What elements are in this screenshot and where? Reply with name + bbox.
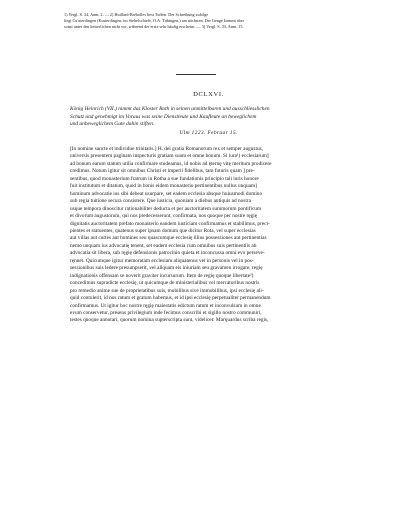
charter-line: sessionibus suis ledere presumpserit, vel aliquam eis iniuriam seu gravamen irrogare, regię: [70, 265, 263, 272]
document-summary: [70, 106, 370, 129]
charter-line: usque tempora dinoscitur rationabiliter deducta et per auctoritatem summorum pontificum: [70, 205, 262, 212]
charter-line: et divorum augustorum, qui nos predecesserunt, confirmata, nos quoque per nostre ręgię: [70, 213, 258, 220]
charter-line: nemo unquam ius advocatię tenent, set eadem ecclesia cum omnibus suis pertinentiis ab: [70, 242, 257, 249]
charter-line: indignationis offensam se noverit graviter incursurum. Item de regię quoque libertate²): [70, 272, 254, 279]
charter-line: sentibus, quod monasterium fratrum in Rotha a sue fundationis principio tali iuris honore: [70, 175, 259, 182]
charter-line: sub regia tuitione secura consistere. Que iusticia, quoniam a diebus antiquis ad nostra: [70, 198, 251, 205]
charter-line: fuit institutum et ditatum, quod in bonis eidem monasterio pertinentibus nullus unquam]: [70, 183, 257, 190]
charter-line: advocatia sit libera, sub ręgię defensionis patrocinio quieta et inconcussa omni evo perseve-: [70, 250, 265, 257]
charter-line: evum conservetur, presens privilegium inde fecimus conscribi et sigillo nostro communiri,: [70, 309, 262, 316]
summary-line: König Heinrich (VII.) nimmt das Kloster Roth in seinen unmittelbaren und ausschliesslichen: [70, 106, 270, 112]
footnote-line: 1) Vergl. S. 34, Anm. 2. — 2) Huillard-Bréholles liest Tuffen. Der Schreibung zufolge: [64, 12, 209, 17]
charter-line: universis presentem paginam inspecturis gratiam suam et omne bonum. Si iura¹) ecclesiarum]: [70, 153, 269, 160]
charter-line: quid contulerit, id nos ratum et gratum habemus, et id ipsi ecclesię perpetualiter permanendum: [70, 295, 271, 302]
dateline: Ulm 1223. Februar 15.: [179, 130, 238, 136]
summary-line: Schutz und genehmigt im Voraus was seine Dienstleute und Kaufleute an beweglichem: [70, 113, 257, 120]
charter-line: dignitatis auctoritatem prefato monasterio eandem iusticiam confirmamus et stabilimus, preci-: [70, 220, 270, 227]
charter-line: pientes et statuentes, quatenus super ipsam domum que dicitur Rota, vel super ecclesias: [70, 227, 256, 234]
footnote-line: liegt Cu'uterdingen (Kusterdingen, im Stebelschiefe, O.A. Tübingen,) am nächsten. Der Genge kommt aber: [64, 18, 245, 24]
charter-line: testes quoque annotari, quorum nomina supterscripta sunt, videlicet: Marquardus scriba regis,: [70, 317, 269, 324]
charter-line: credimus. Notum igitur sit omnibus Christi et imperii fidelibus, tam futuris quam ] pre-: [70, 168, 255, 175]
charter-line: confirmamus. Ut igitur hoc nostre ręgię maiestatis edictum ratum et inconvulsum in omne: [70, 302, 261, 309]
charter-line: aut villas aut curtes aut homines seu quascumque ecclesię illius possessiones aut pertinentias: [70, 235, 267, 242]
footnote-line: sonst unter den keiserlichen nicht vor, während der erste sehr häufig erscheint. — 3) Vergl. S. 33, Anm. 15.: [64, 24, 244, 30]
charter-line: hominum advocatie ius sibi debeat usurpare, set eadem ecclesia absque huiusmodi domino: [70, 190, 263, 197]
charter-line: [In nomine sancte et individue trinitatis.] H. dei gratia Romanorum rex et semper augustus,: [70, 146, 263, 152]
charter-line: ręnnet. Quicumque igitur memoratam ecclesiam aliquatenus vel in personis vel in pos-: [70, 257, 254, 264]
charter-line: concedimus supradicte ecclesię, ut quicumque de ministerialibus vel mercatoribus nostris: [70, 280, 260, 287]
charter-text: [70, 146, 376, 325]
document-number: DCLXVI.: [193, 91, 224, 98]
charter-line: ad bonum earum statum utilia confirmare studeamus, id nobis ad ęternę vitę meritum prodicere: [70, 160, 272, 167]
section-divider: [176, 74, 216, 75]
charter-line: pro remedio anime sue de proprietatibus suis, mobilibus sive immobilibus, ipsi ecclesię ali-: [70, 287, 264, 294]
footnotes: [64, 12, 376, 31]
summary-line: und unbeweglichem Gute dahin stiften.: [70, 121, 155, 128]
